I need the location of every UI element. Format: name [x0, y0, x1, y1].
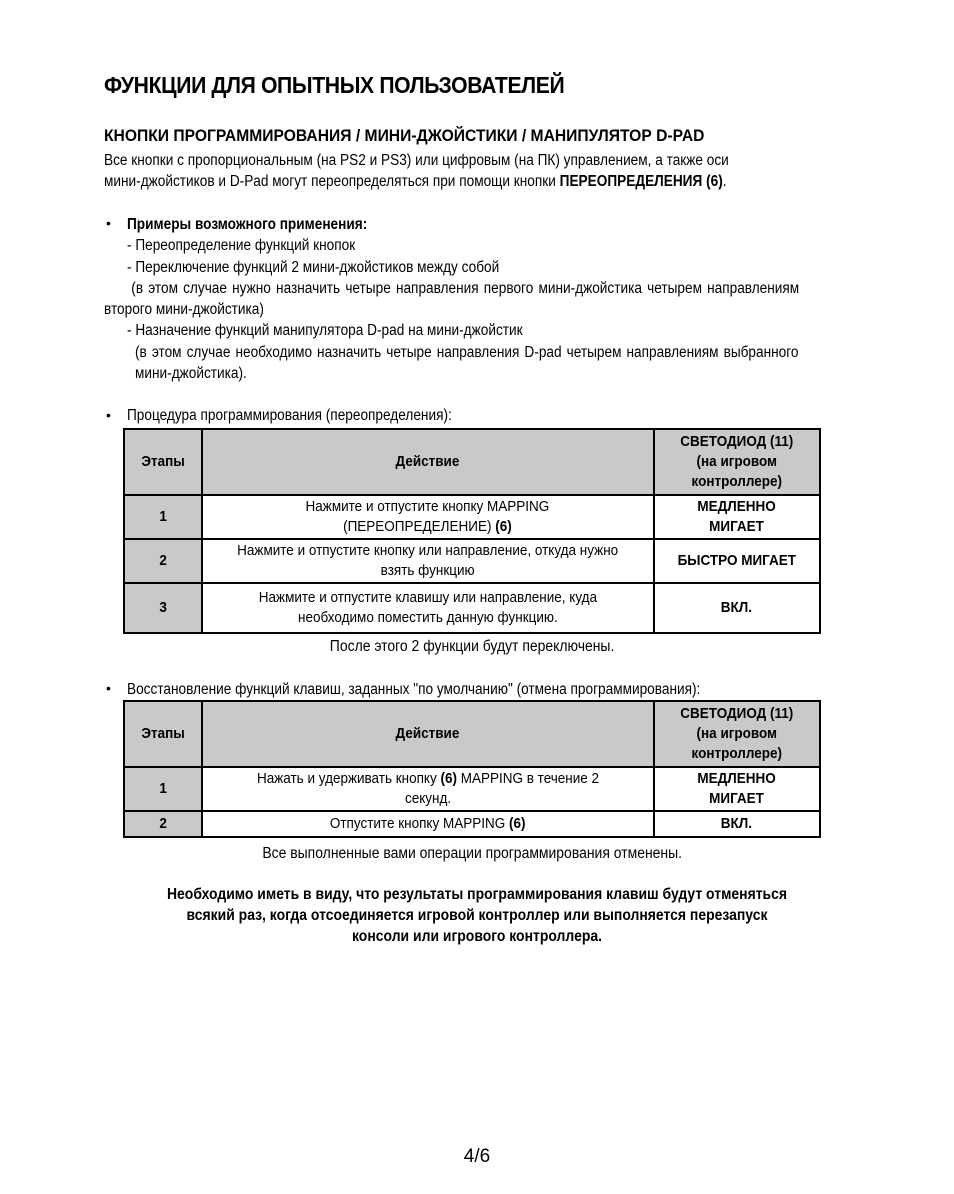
example-item-3: - Назначение функций манипулятора D-pad на мини-джойстик — [127, 322, 523, 339]
header-led: СВЕТОДИОД (11) (на игровом контроллере) — [654, 429, 821, 495]
bullet-restore: • — [106, 680, 111, 696]
restore-after-text: Все выполненные вами операции программирования отменены. — [262, 845, 682, 862]
important-note — [102, 884, 853, 947]
example-item-2: - Переключение функций 2 мини-джойстиков между собой — [127, 259, 500, 276]
action-cell: Нажмите и отпустите кнопку MAPPING (ПЕРЕОПРЕДЕЛЕНИЕ) (6) — [202, 495, 653, 539]
table-header-row — [124, 701, 820, 767]
table-row — [124, 539, 820, 583]
procedure-table — [123, 428, 821, 634]
restore-table — [123, 700, 821, 838]
intro-line-2: мини-джойстиков и D-Pad могут переопределяться при помощи кнопки ПЕРЕОПРЕДЕЛЕНИЯ (6). — [104, 173, 727, 190]
restore-label: Восстановление функций клавиш, заданных "по умолчанию" (отмена программирования): — [127, 681, 701, 698]
intro-line-1: Все кнопки с пропорциональным (на PS2 и PS3) или цифровым (на ПК) управлением, а также оси — [104, 152, 729, 169]
note-line-1: Необходимо иметь в виду, что результаты программирования клавиш будут отменяться — [166, 886, 788, 903]
led-cell: ВКЛ. — [654, 583, 821, 633]
table-row — [124, 767, 820, 811]
table-row — [124, 495, 820, 539]
header-action: Действие — [202, 429, 653, 495]
table-header-row — [124, 429, 820, 495]
step-cell: 1 — [124, 495, 202, 539]
led-cell: БЫСТРО МИГАЕТ — [654, 539, 821, 583]
led-cell: МЕДЛЕННО МИГАЕТ — [654, 495, 821, 539]
step-cell: 1 — [124, 767, 202, 811]
page-number: 4/6 — [463, 1146, 491, 1167]
table-row — [124, 811, 820, 837]
procedure-label: Процедура программирования (переопределения): — [127, 407, 452, 424]
action-cell: Нажмите и отпустите кнопку или направление, откуда нужно взять функцию — [202, 539, 653, 583]
action-cell: Нажать и удерживать кнопку (6) MAPPING в течение 2 секунд. — [202, 767, 653, 811]
table-row — [124, 583, 820, 633]
header-action: Действие — [202, 701, 653, 767]
step-cell: 2 — [124, 539, 202, 583]
example-item-3-note: (в этом случае необходимо назначить четыре направления D-pad четырем направлениям выбранного мини-джойстика). — [135, 344, 799, 382]
bullet-examples: • — [106, 215, 111, 231]
examples-heading: Примеры возможного применения: — [127, 216, 368, 233]
section-heading: КНОПКИ ПРОГРАММИРОВАНИЯ / МИНИ-ДЖОЙСТИКИ / МАНИПУЛЯТОР D-PAD — [104, 126, 705, 145]
header-steps: Этапы — [124, 701, 202, 767]
header-steps: Этапы — [124, 429, 202, 495]
step-cell: 2 — [124, 811, 202, 837]
led-cell: ВКЛ. — [654, 811, 821, 837]
example-item-2-note: (в этом случае нужно назначить четыре направления первого мини-джойстика четырем направлениям второго мини-джойстика) — [104, 280, 800, 318]
procedure-after-text: После этого 2 функции будут переключены. — [329, 638, 615, 655]
note-line-3: консоли или игрового контроллера. — [352, 928, 602, 945]
example-item-1: - Переопределение функций кнопок — [127, 237, 356, 254]
bullet-procedure: • — [106, 407, 111, 423]
note-line-2: всякий раз, когда отсоединяется игровой контроллер или выполняется перезапуск — [186, 907, 768, 924]
action-cell: Отпустите кнопку MAPPING (6) — [202, 811, 653, 837]
header-led: СВЕТОДИОД (11) (на игровом контроллере) — [654, 701, 821, 767]
page-title: ФУНКЦИИ ДЛЯ ОПЫТНЫХ ПОЛЬЗОВАТЕЛЕЙ — [104, 72, 565, 98]
led-cell: МЕДЛЕННО МИГАЕТ — [654, 767, 821, 811]
step-cell: 3 — [124, 583, 202, 633]
action-cell: Нажмите и отпустите клавишу или направление, куда необходимо поместить данную функцию. — [202, 583, 653, 633]
